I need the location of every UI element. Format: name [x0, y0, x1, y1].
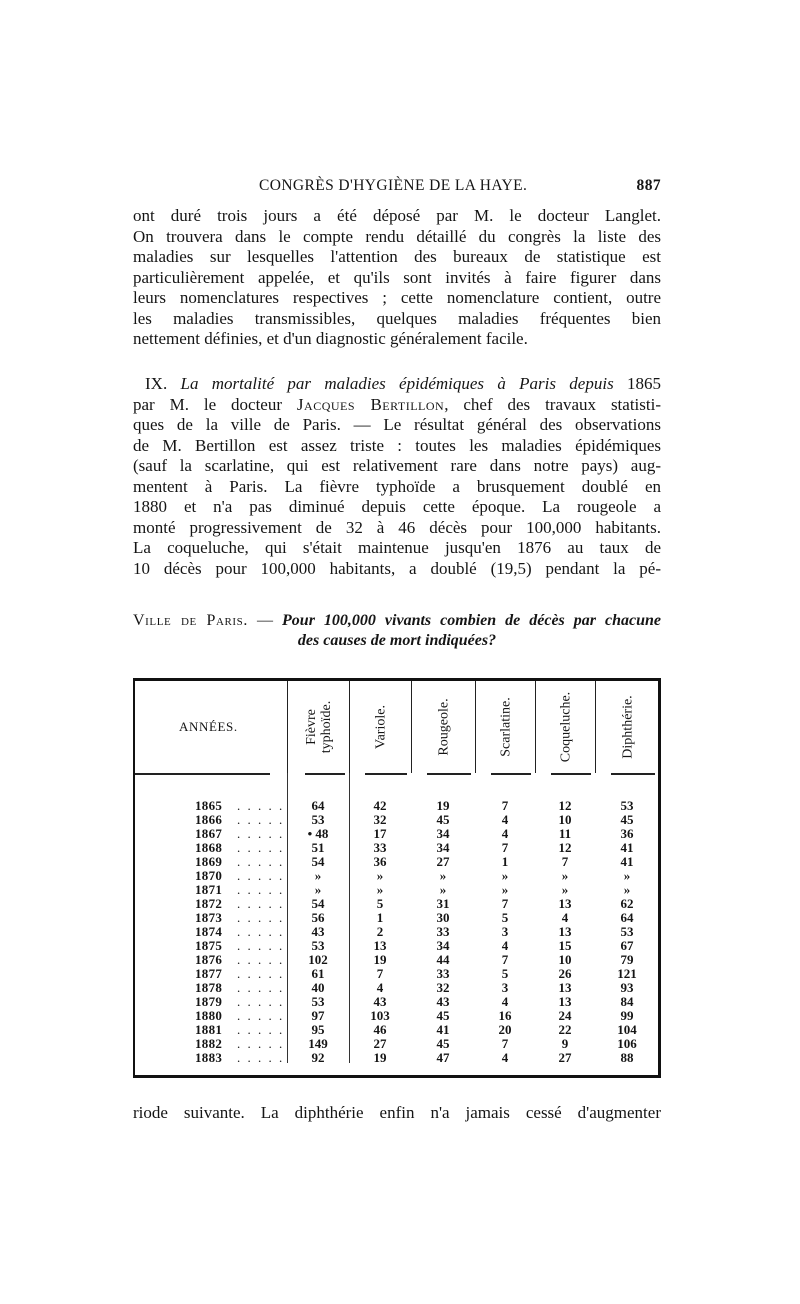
value-cell: 121 [617, 966, 637, 981]
leader-dots: . . . . . [237, 1050, 285, 1065]
text-line: On trouvera dans le compte rendu détaillé du congrès la liste des [133, 226, 661, 246]
page-number: 887 [636, 177, 661, 194]
value-cell: 43 [436, 994, 450, 1009]
caption-prefix: Ville de Paris. [133, 612, 249, 629]
value-cell: 4 [501, 938, 509, 953]
value-cell: 45 [436, 1036, 450, 1051]
header-rule [365, 773, 407, 775]
mortality-table [133, 678, 661, 1078]
value-cell: 54 [311, 854, 325, 869]
value-cell: 95 [311, 1022, 325, 1037]
value-cell: 41 [436, 1022, 450, 1037]
value-cell: 45 [436, 812, 450, 827]
value-cell: 27 [558, 1050, 572, 1065]
table-row [135, 939, 658, 953]
text-line: particulièrement appelée, et qu'ils sont invités à faire figurer dans [133, 267, 661, 287]
value-cell: 34 [436, 938, 450, 953]
value-cell: 64 [620, 910, 634, 925]
table-row [135, 967, 658, 981]
table-row [135, 841, 658, 855]
value-cell: 4 [376, 980, 384, 995]
year-cell: 1871 [195, 882, 223, 897]
col-header-scarlatine [475, 681, 536, 773]
section-year: 1865 [627, 374, 661, 393]
running-title: CONGRÈS D'HYGIÈNE DE LA HAYE. [259, 177, 528, 194]
value-cell: 43 [311, 924, 325, 939]
value-cell: 53 [311, 994, 325, 1009]
value-cell: 30 [436, 910, 450, 925]
table-row [135, 911, 658, 925]
leader-dots: . . . . . [237, 868, 285, 883]
col-label: Fièvre typhoïde. [304, 700, 334, 754]
value-cell: » [623, 868, 631, 883]
value-cell: 53 [620, 798, 634, 813]
col-header-coqueluche [535, 681, 596, 773]
year-cell: 1876 [195, 952, 223, 967]
value-cell: 88 [620, 1050, 634, 1065]
value-cell: 10 [558, 812, 572, 827]
value-cell: 41 [620, 854, 634, 869]
year-cell: 1875 [195, 938, 223, 953]
value-cell: 10 [558, 952, 572, 967]
value-cell: 44 [436, 952, 450, 967]
value-cell: 24 [558, 1008, 572, 1023]
header-rule [135, 773, 270, 775]
year-cell: 1868 [195, 840, 223, 855]
value-cell: 32 [436, 980, 450, 995]
value-cell: 7 [501, 952, 509, 967]
year-cell: 1866 [195, 812, 223, 827]
value-cell: 36 [620, 826, 634, 841]
leader-dots: . . . . . [237, 1022, 285, 1037]
value-cell: 33 [436, 924, 450, 939]
value-cell: 102 [308, 952, 328, 967]
value-cell: 4 [501, 1050, 509, 1065]
by-text: par M. le docteur [133, 394, 283, 414]
caption-dash: — [248, 612, 283, 629]
col-header-typhoid [287, 681, 350, 773]
value-cell: 149 [308, 1036, 328, 1051]
value-cell: » [314, 868, 322, 883]
value-cell: 4 [561, 910, 569, 925]
year-cell: 1874 [195, 924, 223, 939]
year-cell: 1873 [195, 910, 223, 925]
table-row [135, 1023, 658, 1037]
value-cell: 4 [501, 826, 509, 841]
value-cell: » [623, 882, 631, 897]
table-row [135, 995, 658, 1009]
table-row [135, 897, 658, 911]
value-cell: 53 [620, 924, 634, 939]
value-cell: 93 [620, 980, 634, 995]
table-row [135, 813, 658, 827]
year-cell: 1880 [195, 1008, 223, 1023]
caption-line2: des causes de mort indiquées? [297, 632, 497, 649]
value-cell: 53 [311, 938, 325, 953]
leader-dots: . . . . . [237, 910, 285, 925]
value-cell: 34 [436, 826, 450, 841]
header-rule [551, 773, 591, 775]
value-cell: 34 [436, 840, 450, 855]
table-row [135, 1009, 658, 1023]
table-row [135, 1037, 658, 1051]
value-cell: 2 [376, 924, 384, 939]
value-cell: 97 [311, 1008, 325, 1023]
value-cell: 106 [617, 1036, 637, 1051]
table-body [135, 799, 658, 1065]
col-label: Diphthérie. [620, 695, 635, 759]
leader-dots: . . . . . [237, 924, 285, 939]
value-cell: 27 [436, 854, 450, 869]
paragraph-congress [133, 206, 661, 350]
value-cell: 3 [501, 924, 509, 939]
line-rest: , chef des travaux statisti- [444, 394, 661, 414]
year-cell: 1867 [195, 826, 223, 841]
value-cell: 62 [620, 896, 634, 911]
value-cell: 19 [373, 1050, 387, 1065]
value-cell: 7 [376, 966, 384, 981]
value-cell: 56 [311, 910, 325, 925]
value-cell: 32 [373, 812, 387, 827]
header-rule [491, 773, 531, 775]
value-cell: 13 [558, 924, 572, 939]
header-rule [611, 773, 655, 775]
value-cell: 31 [436, 896, 450, 911]
years-header: ANNÉES. [179, 719, 238, 734]
value-cell: 16 [498, 1008, 512, 1023]
value-cell: 67 [620, 938, 634, 953]
value-cell: 36 [373, 854, 387, 869]
leader-dots: . . . . . [237, 812, 285, 827]
value-cell: 1 [501, 854, 509, 869]
value-cell: 7 [501, 798, 509, 813]
value-cell: 5 [501, 910, 509, 925]
value-cell: 20 [498, 1022, 512, 1037]
value-cell: 40 [311, 980, 325, 995]
value-cell: 12 [558, 798, 572, 813]
header-rule [427, 773, 471, 775]
leader-dots: . . . . . [237, 1008, 285, 1023]
value-cell: 13 [558, 896, 572, 911]
leader-dots: . . . . . [237, 826, 285, 841]
text-line: riode suivante. La diphthérie enfin n'a jamais cessé d'augmenter [133, 1103, 661, 1122]
value-cell: 7 [561, 854, 569, 869]
value-cell: 27 [373, 1036, 387, 1051]
leader-dots: . . . . . [237, 1036, 285, 1051]
text-line: La coqueluche, qui s'était maintenue jusqu'en 1876 au taux de [133, 538, 661, 557]
value-cell: 99 [620, 1008, 634, 1023]
col-label: Variole. [373, 705, 389, 749]
value-cell: 7 [501, 896, 509, 911]
col-header-variole [349, 681, 412, 773]
value-cell: 45 [620, 812, 634, 827]
leader-dots: . . . . . [237, 938, 285, 953]
leader-dots: . . . . . [237, 952, 285, 967]
table-row [135, 981, 658, 995]
value-cell: 7 [501, 840, 509, 855]
value-cell: 5 [501, 966, 509, 981]
year-cell: 1877 [195, 966, 223, 981]
paragraph-section-ix [133, 374, 661, 579]
value-cell: 61 [311, 966, 325, 981]
table-row [135, 925, 658, 939]
value-cell: 13 [558, 994, 572, 1009]
leader-dots: . . . . . [237, 966, 285, 981]
year-cell: 1870 [195, 868, 223, 883]
caption-text: Pour 100,000 vivants combien de décès par chacune [282, 612, 662, 629]
value-cell: 5 [376, 896, 384, 911]
text-line: 10 décès pour 100,000 habitants, a doublé (19,5) pendant la pé- [133, 558, 661, 578]
value-cell: » [314, 882, 322, 897]
value-cell: 22 [558, 1022, 572, 1037]
caption-line1 [133, 611, 661, 631]
value-cell: 4 [501, 812, 509, 827]
table-row [135, 883, 658, 897]
value-cell: 54 [311, 896, 325, 911]
year-cell: 1878 [195, 980, 223, 995]
value-cell: 11 [558, 826, 572, 841]
leader-dots: . . . . . [237, 798, 285, 813]
value-cell: » [501, 882, 509, 897]
year-cell: 1869 [195, 854, 223, 869]
table-row [135, 953, 658, 967]
text-line: ont duré trois jours a été déposé par M. le docteur Langlet. [133, 206, 661, 225]
value-cell: » [376, 882, 384, 897]
value-cell: 3 [501, 980, 509, 995]
text-line: ques de la ville de Paris. — Le résultat général des observations [133, 415, 661, 434]
value-cell: 47 [436, 1050, 450, 1065]
text-line: (sauf la scarlatine, qui est relativement rare dans notre pays) aug- [133, 456, 661, 475]
running-header [133, 177, 661, 201]
value-cell: » [376, 868, 384, 883]
leader-dots: . . . . . [237, 840, 285, 855]
table-row [135, 855, 658, 869]
years-header-cell [135, 681, 287, 773]
value-cell: 92 [311, 1050, 325, 1065]
leader-dots: . . . . . [237, 896, 285, 911]
header-rule [305, 773, 345, 775]
value-cell: 13 [373, 938, 387, 953]
table-row [135, 827, 658, 841]
value-cell: » [439, 868, 447, 883]
text-line: mentent à Paris. La fièvre typhoïde a brusquement doublé en [133, 476, 661, 496]
year-cell: 1879 [195, 994, 223, 1009]
table-caption [133, 611, 661, 651]
value-cell: 46 [373, 1022, 387, 1037]
text-line: les maladies transmissibles, quelques maladies fréquentes bien [133, 308, 661, 328]
value-cell: 84 [620, 994, 634, 1009]
author-name: Jacques Bertillon [296, 394, 445, 414]
table-row [135, 869, 658, 883]
col-label: Rougeole. [436, 698, 452, 756]
value-cell: 33 [436, 966, 450, 981]
section-heading-line [133, 374, 661, 395]
value-cell: 43 [373, 994, 387, 1009]
value-cell: 7 [501, 1036, 509, 1051]
col-header-diphtherie [595, 681, 659, 773]
value-cell: » [561, 882, 569, 897]
value-cell: 1 [376, 910, 384, 925]
section-title: La mortalité par maladies épidémiques à Paris depuis [180, 374, 614, 393]
col-label: Scarlatine. [498, 697, 514, 757]
value-cell: 64 [311, 798, 325, 813]
text-line: monté progressivement de 32 à 46 décès pour 100,000 habitants. [133, 517, 661, 537]
value-cell: • 48 [307, 826, 329, 841]
text-line: maladies sur lesquelles l'attention des bureaux de statistique est [133, 247, 661, 266]
value-cell: 53 [311, 812, 325, 827]
text-line: nettement définies, et d'un diagnostic généralement facile. [133, 329, 528, 348]
value-cell: » [501, 868, 509, 883]
col-header-rougeole [411, 681, 476, 773]
paragraph-continuation [133, 1103, 661, 1124]
value-cell: 42 [373, 798, 387, 813]
leader-dots: . . . . . [237, 882, 285, 897]
leader-dots: . . . . . [237, 854, 285, 869]
text-line: leurs nomenclatures respectives ; cette nomenclature contient, outre [133, 288, 661, 307]
table-row [135, 799, 658, 813]
value-cell: 103 [370, 1008, 390, 1023]
year-cell: 1881 [195, 1022, 223, 1037]
value-cell: 13 [558, 980, 572, 995]
value-cell: 45 [436, 1008, 450, 1023]
value-cell: 33 [373, 840, 387, 855]
value-cell: 19 [436, 798, 450, 813]
value-cell: » [561, 868, 569, 883]
value-cell: 15 [558, 938, 572, 953]
table-row [135, 1051, 658, 1065]
value-cell: 41 [620, 840, 634, 855]
value-cell: 19 [373, 952, 387, 967]
year-cell: 1872 [195, 896, 223, 911]
value-cell: 79 [620, 952, 634, 967]
section-numeral: IX. [145, 374, 168, 393]
leader-dots: . . . . . [237, 980, 285, 995]
value-cell: 4 [501, 994, 509, 1009]
year-cell: 1865 [195, 798, 223, 813]
text-line [133, 395, 661, 416]
value-cell: 12 [558, 840, 572, 855]
value-cell: 17 [373, 826, 387, 841]
value-cell: 104 [617, 1022, 637, 1037]
value-cell: 26 [558, 966, 572, 981]
value-cell: 51 [311, 840, 325, 855]
value-cell: » [439, 882, 447, 897]
col-label: Coqueluche. [558, 691, 574, 763]
text-line: de M. Bertillon est assez triste : toutes les maladies épidémiques [133, 435, 661, 455]
text-line: 1880 et n'a pas diminué depuis cette époque. La rougeole a [133, 497, 661, 516]
year-cell: 1883 [195, 1050, 223, 1065]
year-cell: 1882 [195, 1036, 223, 1051]
value-cell: 9 [561, 1036, 569, 1051]
leader-dots: . . . . . [237, 994, 285, 1009]
